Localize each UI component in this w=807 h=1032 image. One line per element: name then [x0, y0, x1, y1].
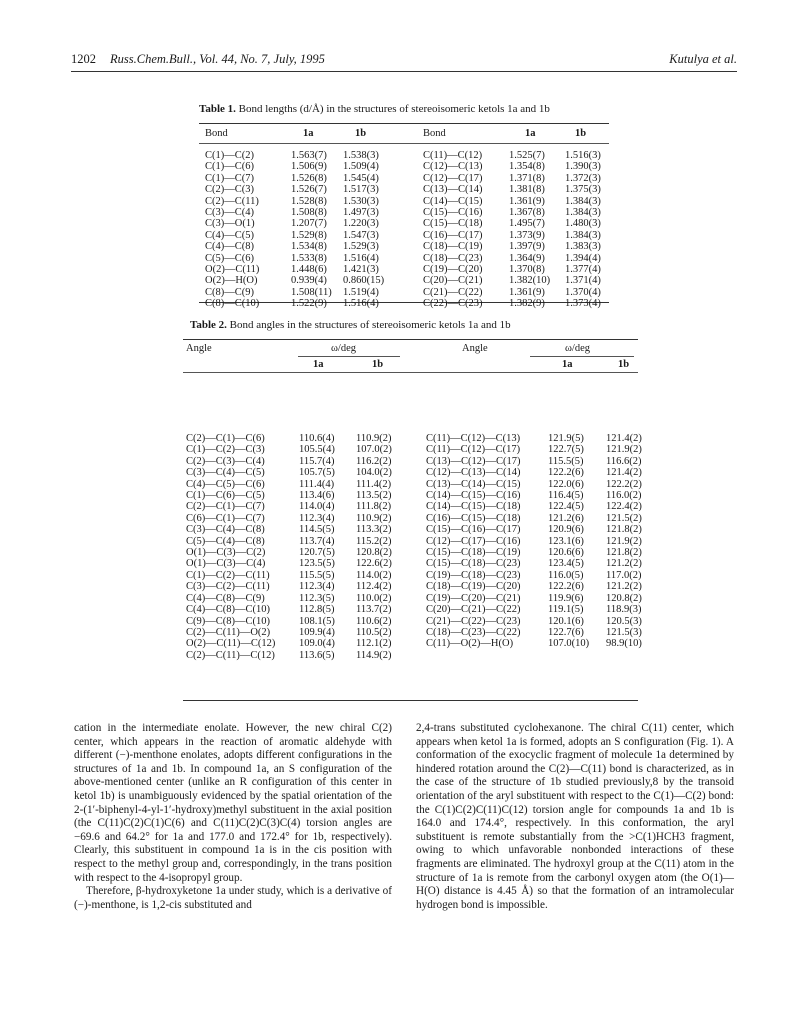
table-row: [186, 593, 646, 604]
table2-omega-rule-right: [530, 356, 634, 357]
table-row: [186, 638, 646, 649]
table-cell: 115.5(5): [299, 569, 335, 581]
table-cell: 112.3(4): [299, 581, 335, 593]
table-cell: C(11)—C(12): [423, 150, 483, 161]
table1-top-rule: [199, 123, 609, 124]
table-row: [186, 490, 646, 501]
table-cell: 1.397(9): [509, 241, 545, 253]
table-cell: C(1)—C(2)—C(3): [186, 444, 265, 456]
table-row: [186, 524, 646, 535]
table-cell: 119.1(5): [548, 604, 584, 616]
table-cell: 1.563(7): [291, 150, 327, 161]
body-text-left-column: [74, 722, 392, 912]
table-cell: C(21)—C(22)—C(23): [426, 615, 521, 627]
paragraph: Therefore, β-hydroxyketone 1a under study, which is a derivative of (−)-menthone, is 1,2-cis substituted and: [74, 885, 392, 911]
table-cell: 113.6(5): [299, 649, 335, 661]
table-cell: C(19)—C(20)—C(21): [426, 592, 521, 604]
table-cell: C(3)—C(2)—C(11): [186, 581, 270, 593]
table-row: [205, 218, 615, 229]
table-cell: 1.390(3): [565, 161, 601, 173]
table-cell: 122.4(5): [548, 501, 584, 513]
table-cell: 121.2(6): [548, 512, 584, 524]
table-cell: C(12)—C(13)—C(14): [426, 467, 521, 479]
table-cell: 117.0(2): [606, 569, 642, 581]
table-cell: 110.6(4): [299, 433, 335, 444]
table-cell: 115.7(4): [299, 455, 335, 467]
table-cell: 121.8(2): [606, 524, 642, 536]
table-cell: 111.4(2): [356, 478, 392, 490]
table-cell: 115.5(5): [548, 455, 584, 467]
table-cell: 104.0(2): [356, 467, 392, 479]
table-cell: 1.534(8): [291, 241, 327, 253]
table-cell: C(2)—C(3)—C(4): [186, 455, 265, 467]
table2-omega-rule-left: [298, 356, 400, 357]
table-cell: 105.5(4): [299, 444, 335, 456]
table-cell: 107.0(10): [548, 638, 590, 650]
table-cell: C(13)—C(14)—C(15): [426, 478, 521, 490]
table-cell: 123.5(5): [299, 558, 335, 570]
table-cell: 1.371(8): [509, 172, 545, 184]
table-cell: C(11)—C(12)—C(13): [426, 433, 521, 444]
table-cell: 1.519(4): [343, 286, 379, 298]
table-cell: C(1)—C(6)—C(5): [186, 490, 265, 502]
table-row: [186, 536, 646, 547]
table-cell: 1.529(8): [291, 229, 327, 241]
table-row: [186, 479, 646, 490]
table-cell: 113.7(4): [299, 535, 335, 547]
table-cell: 121.2(2): [606, 581, 642, 593]
table-cell: 114.0(4): [299, 501, 335, 513]
t1-col-bond2: Bond: [423, 128, 446, 139]
table-cell: C(18)—C(19): [423, 241, 483, 253]
table-cell: 1.538(3): [343, 150, 379, 161]
table-cell: C(3)—C(4)—C(8): [186, 524, 265, 536]
table-cell: 116.2(2): [356, 455, 392, 467]
table-cell: 1.529(3): [343, 241, 379, 253]
table-cell: 120.6(6): [548, 547, 584, 559]
table-cell: 0.860(15): [343, 275, 385, 287]
table-cell: C(14)—C(15)—C(18): [426, 501, 521, 513]
t1-col-1a2: 1a: [525, 128, 536, 139]
table-cell: 1.384(3): [565, 195, 601, 207]
table-cell: 122.2(2): [606, 478, 642, 490]
table-cell: 1.367(8): [509, 207, 545, 219]
table-row: [186, 501, 646, 512]
table-cell: 109.0(4): [299, 638, 335, 650]
table-cell: O(1)—C(3)—C(4): [186, 558, 266, 570]
table-cell: C(9)—C(8)—C(10): [186, 615, 270, 627]
table-cell: 122.4(2): [606, 501, 642, 513]
table-cell: 120.8(2): [356, 547, 392, 559]
table-cell: 109.9(4): [299, 626, 335, 638]
table-cell: C(6)—C(1)—C(7): [186, 512, 265, 524]
table-cell: C(2)—C(11)—C(12): [186, 649, 275, 661]
table-cell: 1.480(3): [565, 218, 601, 230]
table-cell: 122.7(6): [548, 626, 584, 638]
table-cell: 1.448(6): [291, 264, 327, 276]
table-cell: C(15)—C(16)—C(17): [426, 524, 521, 536]
table-cell: C(4)—C(5)—C(6): [186, 478, 265, 490]
table-cell: 1.384(3): [565, 207, 601, 219]
table-cell: 1.372(3): [565, 172, 601, 184]
table-cell: 111.8(2): [356, 501, 392, 513]
table-cell: 1.364(9): [509, 252, 545, 264]
table-row: [205, 298, 615, 309]
table1-body: [205, 150, 615, 310]
table-cell: 113.4(6): [299, 490, 335, 502]
t2-sub-1b: 1b: [372, 359, 384, 370]
table-cell: 121.9(2): [606, 444, 642, 456]
table-row: [205, 161, 615, 172]
table-cell: 121.4(2): [606, 467, 642, 479]
table-cell: 123.1(6): [548, 535, 584, 547]
table1-caption-text: Bond lengths (d/Å) in the structures of stereoisomeric ketols 1a and 1b: [238, 103, 550, 115]
table-cell: C(4)—C(8)—C(9): [186, 592, 265, 604]
table-row: [186, 570, 646, 581]
table-cell: 113.3(2): [356, 524, 392, 536]
table-row: [205, 264, 615, 275]
table-row: [186, 616, 646, 627]
table-cell: C(19)—C(20): [423, 264, 483, 276]
table-cell: 1.509(4): [343, 161, 379, 173]
table-cell: 1.373(9): [509, 229, 545, 241]
table2-bottom-rule: [183, 700, 638, 701]
table-cell: C(2)—C(3): [205, 184, 254, 196]
table-cell: 119.9(6): [548, 592, 584, 604]
t2-sub-1b2: 1b: [618, 359, 630, 370]
table-cell: 107.0(2): [356, 444, 392, 456]
table-cell: 112.3(5): [299, 592, 335, 604]
table-row: [205, 230, 615, 241]
table-cell: 113.7(2): [356, 604, 392, 616]
table-cell: C(16)—C(17): [423, 229, 483, 241]
table-cell: 112.8(5): [299, 604, 335, 616]
table-row: [186, 467, 646, 478]
header-rule: [71, 71, 737, 72]
table-cell: 122.2(6): [548, 581, 584, 593]
table-cell: 114.9(2): [356, 649, 392, 661]
table-cell: 110.5(2): [356, 626, 392, 638]
table-cell: C(18)—C(23): [423, 252, 483, 264]
table-cell: 1.375(3): [565, 184, 601, 196]
table-cell: 1.495(7): [509, 218, 545, 230]
t1-col-1b: 1b: [355, 128, 367, 139]
page-number: 1202: [71, 52, 96, 66]
table-cell: 1.421(3): [343, 264, 379, 276]
table-cell: 121.5(3): [606, 626, 642, 638]
table-cell: C(15)—C(18)—C(23): [426, 558, 521, 570]
table-cell: 1.508(11): [291, 286, 332, 298]
table-cell: C(15)—C(16): [423, 207, 483, 219]
table-cell: 110.6(2): [356, 615, 392, 627]
table-cell: 116.0(5): [548, 569, 584, 581]
table2-body: [186, 433, 646, 661]
t1-col-1b2: 1b: [575, 128, 587, 139]
table-cell: C(14)—C(15)—C(16): [426, 490, 521, 502]
t1-col-1a: 1a: [303, 128, 314, 139]
table-cell: 114.5(5): [299, 524, 335, 536]
table-cell: C(20)—C(21)—C(22): [426, 604, 521, 616]
author-line: Kutulya et al.: [669, 52, 737, 66]
table-cell: O(2)—H(O): [205, 275, 258, 287]
table-row: [186, 627, 646, 638]
table-cell: 123.4(5): [548, 558, 584, 570]
table-cell: [426, 650, 548, 661]
table-row: [205, 184, 615, 195]
table-row: [186, 444, 646, 455]
table-cell: 122.6(2): [356, 558, 392, 570]
table-row: [205, 275, 615, 286]
table-cell: C(5)—C(4)—C(8): [186, 535, 265, 547]
table-cell: C(4)—C(8): [205, 241, 254, 253]
table-cell: 1.370(8): [509, 264, 545, 276]
table-cell: O(1)—C(3)—C(2): [186, 547, 266, 559]
table-cell: 116.4(5): [548, 490, 584, 502]
table-cell: C(16)—C(15)—C(18): [426, 512, 521, 524]
table2-header-rule: [183, 372, 638, 373]
table-cell: 116.0(2): [606, 490, 642, 502]
table-row: [205, 150, 615, 161]
table2-label: Table 2.: [190, 319, 227, 331]
table-cell: C(1)—C(2)—C(11): [186, 569, 270, 581]
table-cell: C(19)—C(18)—C(23): [426, 569, 521, 581]
table-cell: 120.9(6): [548, 524, 584, 536]
table-cell: C(2)—C(1)—C(6): [186, 433, 265, 444]
table-cell: [606, 650, 646, 661]
table-cell: 121.8(2): [606, 547, 642, 559]
table-cell: 1.381(8): [509, 184, 545, 196]
t2-col-angle: Angle: [186, 343, 212, 354]
table-row: [205, 173, 615, 184]
table-cell: C(18)—C(23)—C(22): [426, 626, 521, 638]
table-cell: C(2)—C(1)—C(7): [186, 501, 265, 513]
table-cell: [548, 650, 606, 661]
table-cell: C(21)—C(22): [423, 286, 483, 298]
table1-header: [205, 128, 615, 139]
table-cell: 1.522(9): [291, 298, 327, 310]
table-cell: 0.939(4): [291, 275, 327, 287]
table-cell: 1.371(4): [565, 275, 601, 287]
table-cell: 1.517(3): [343, 184, 379, 196]
table-cell: 1.506(9): [291, 161, 327, 173]
table-cell: 1.361(9): [509, 195, 545, 207]
table2-caption-text: Bond angles in the structures of stereoisomeric ketols 1a and 1b: [229, 319, 511, 331]
table-row: [205, 241, 615, 252]
table-cell: C(8)—C(10): [205, 298, 260, 310]
table-cell: 98.9(10): [606, 638, 642, 650]
table-cell: 1.382(10): [509, 275, 551, 287]
table-cell: 1.377(4): [565, 264, 601, 276]
table-cell: 1.516(4): [343, 298, 379, 310]
table-cell: 121.9(5): [548, 433, 584, 444]
table-cell: C(18)—C(19)—C(20): [426, 581, 521, 593]
table-cell: 120.8(2): [606, 592, 642, 604]
table-cell: 1.373(4): [565, 298, 601, 310]
table-cell: 1.370(4): [565, 286, 601, 298]
table-cell: 1.354(8): [509, 161, 545, 173]
table-cell: C(2)—C(11)—O(2): [186, 626, 271, 638]
table-cell: 115.2(2): [356, 535, 392, 547]
t2-col-angle2: Angle: [462, 343, 488, 354]
table-cell: 120.1(6): [548, 615, 584, 627]
table-cell: C(2)—C(11): [205, 195, 259, 207]
table-cell: 112.4(2): [356, 581, 392, 593]
table-cell: 112.1(2): [356, 638, 392, 650]
table-cell: 1.526(7): [291, 184, 327, 196]
table-cell: 122.7(5): [548, 444, 584, 456]
table-cell: 1.526(8): [291, 172, 327, 184]
table-cell: C(13)—C(14): [423, 184, 483, 196]
table-row: [186, 581, 646, 592]
table-row: [186, 433, 646, 444]
table-cell: C(14)—C(15): [423, 195, 483, 207]
table-cell: 1.384(3): [565, 229, 601, 241]
table-cell: 121.9(2): [606, 535, 642, 547]
table-cell: C(13)—C(12)—C(17): [426, 455, 521, 467]
table-row: [186, 456, 646, 467]
header-left: [71, 52, 325, 67]
table-cell: C(3)—O(1): [205, 218, 255, 230]
table-cell: C(12)—C(17): [423, 172, 483, 184]
table-cell: 118.9(3): [606, 604, 642, 616]
table-cell: 114.0(2): [356, 569, 392, 581]
table-cell: C(22)—C(23): [423, 298, 483, 310]
table-cell: 1.382(9): [509, 298, 545, 310]
t1-col-bond: Bond: [205, 128, 228, 139]
table-cell: C(1)—C(2): [205, 150, 254, 161]
table-row: [186, 547, 646, 558]
table-cell: C(15)—C(18): [423, 218, 483, 230]
table-cell: C(8)—C(9): [205, 286, 254, 298]
table-cell: O(2)—C(11)—C(12): [186, 638, 276, 650]
table-cell: C(15)—C(18)—C(19): [426, 547, 521, 559]
body-text-right-column: [416, 722, 734, 912]
table-row: [186, 604, 646, 615]
table-cell: C(11)—C(12)—C(17): [426, 444, 521, 456]
table-cell: 121.5(2): [606, 512, 642, 524]
t2-col-omega: ω/deg: [331, 343, 356, 354]
table-cell: 120.5(3): [606, 615, 642, 627]
paragraph: 2,4-trans substituted cyclohexanone. The chiral C(11) center, which appears when ketol 1a is formed, adopts an S configuration (Fig. 1). A conformation of the exocyclic fragment of molecule 1a determined by hindered rotation around the C(2)—C(11) bond is characterized, as in the case of the structure of 1b studied previously,8 by the transoid orientation of the aryl substituent with respect to the C(1)—C(2) bond: the C(1)C(2)C(11)C(12) torsion angle for compounds 1a and 1b is 164.0 and 174.4°, respectively. In this conformation, the aryl substituent is remote substantially from the >C(1)HCH3 fragment, owing to which unfavorable nonbonded interactions of these fragments are eliminated. The hydroxyl group at the C(11) atom in the structure of 1a is remote from the carbonyl oxygen atom (the O(1)—H(O) distance is 4.45 Å) so that the formation of an intramolecular hydrogen bond is impossible.: [416, 722, 734, 911]
table-cell: 1.394(4): [565, 252, 601, 264]
table-cell: C(12)—C(17)—C(16): [426, 535, 521, 547]
table1-label: Table 1.: [199, 103, 236, 115]
table-cell: 1.528(8): [291, 195, 327, 207]
t2-sub-1a: 1a: [313, 359, 324, 370]
table-cell: C(1)—C(7): [205, 172, 254, 184]
table-cell: 108.1(5): [299, 615, 335, 627]
table-cell: 110.0(2): [356, 592, 392, 604]
table-cell: C(12)—C(13): [423, 161, 483, 173]
table-cell: 1.533(8): [291, 252, 327, 264]
table-cell: 1.497(3): [343, 207, 379, 219]
table-cell: 121.2(2): [606, 558, 642, 570]
table-cell: O(2)—C(11): [205, 264, 260, 276]
table1-header-rule: [199, 143, 609, 144]
table-cell: 1.525(7): [509, 150, 545, 161]
table-cell: C(20)—C(21): [423, 275, 483, 287]
table-cell: 112.3(4): [299, 512, 335, 524]
table-cell: 1.516(3): [565, 150, 601, 161]
table-cell: 1.508(8): [291, 207, 327, 219]
table-cell: 1.207(7): [291, 218, 327, 230]
table-cell: C(1)—C(6): [205, 161, 254, 173]
table-row: [205, 196, 615, 207]
table-cell: 1.530(3): [343, 195, 379, 207]
table-row: [186, 513, 646, 524]
table-cell: 1.220(3): [343, 218, 379, 230]
table-row: [205, 207, 615, 218]
table-cell: 1.361(9): [509, 286, 545, 298]
table-cell: 110.9(2): [356, 433, 392, 444]
table-cell: 113.5(2): [356, 490, 392, 502]
journal-citation: Russ.Chem.Bull., Vol. 44, No. 7, July, 1995: [110, 52, 325, 66]
table-cell: C(3)—C(4)—C(5): [186, 467, 265, 479]
table-row: [186, 650, 646, 661]
table2-top-rule: [183, 339, 638, 340]
table-cell: 1.383(3): [565, 241, 601, 253]
running-header: [71, 52, 737, 72]
table-row: [186, 558, 646, 569]
table-cell: 1.547(3): [343, 229, 379, 241]
table-cell: 1.545(4): [343, 172, 379, 184]
table-cell: C(4)—C(8)—C(10): [186, 604, 270, 616]
table-cell: 122.0(6): [548, 478, 584, 490]
table1-caption: [199, 103, 550, 115]
table-cell: 116.6(2): [606, 455, 642, 467]
table-cell: C(4)—C(5): [205, 229, 254, 241]
table-row: [205, 253, 615, 264]
table-cell: 105.7(5): [299, 467, 335, 479]
table-cell: 120.7(5): [299, 547, 335, 559]
table-row: [205, 287, 615, 298]
table-cell: C(5)—C(6): [205, 252, 254, 264]
table-cell: 122.2(6): [548, 467, 584, 479]
t2-sub-1a2: 1a: [562, 359, 573, 370]
table-cell: 110.9(2): [356, 512, 392, 524]
table2-caption: [190, 319, 511, 331]
table-cell: 121.4(2): [606, 433, 642, 444]
t2-col-omega2: ω/deg: [565, 343, 590, 354]
table-cell: 1.516(4): [343, 252, 379, 264]
table-cell: C(3)—C(4): [205, 207, 254, 219]
table-cell: C(11)—O(2)—H(O): [426, 638, 514, 650]
table-cell: 111.4(4): [299, 478, 335, 490]
paragraph: cation in the intermediate enolate. However, the new chiral C(2) center, which appears in the reaction of aromatic aldehyde with different (−)-menthone enolates, adopts different configurations in the structures of 1a and 1b. In compound 1a, an S configuration of the above-mentioned center (unlike an R configuration of this center in ketol 1b) is unambiguously evidenced by the spatial orientation of the 2-(1′-biphenyl-4-yl-1′-hydroxy)methyl substituent in the axial position (the C(11)C(2)C(1)C(6) and C(11)C(2)C(3)C(4) torsion angles are −69.6 and 64.2° for 1a and 177.0 and 172.4° for 1b, respectively). Clearly, this substituent in compound 1a is in the cis position with respect to the methyl group and, correspondingly, in the trans position with respect to the 4-isopropyl group.: [74, 722, 392, 884]
